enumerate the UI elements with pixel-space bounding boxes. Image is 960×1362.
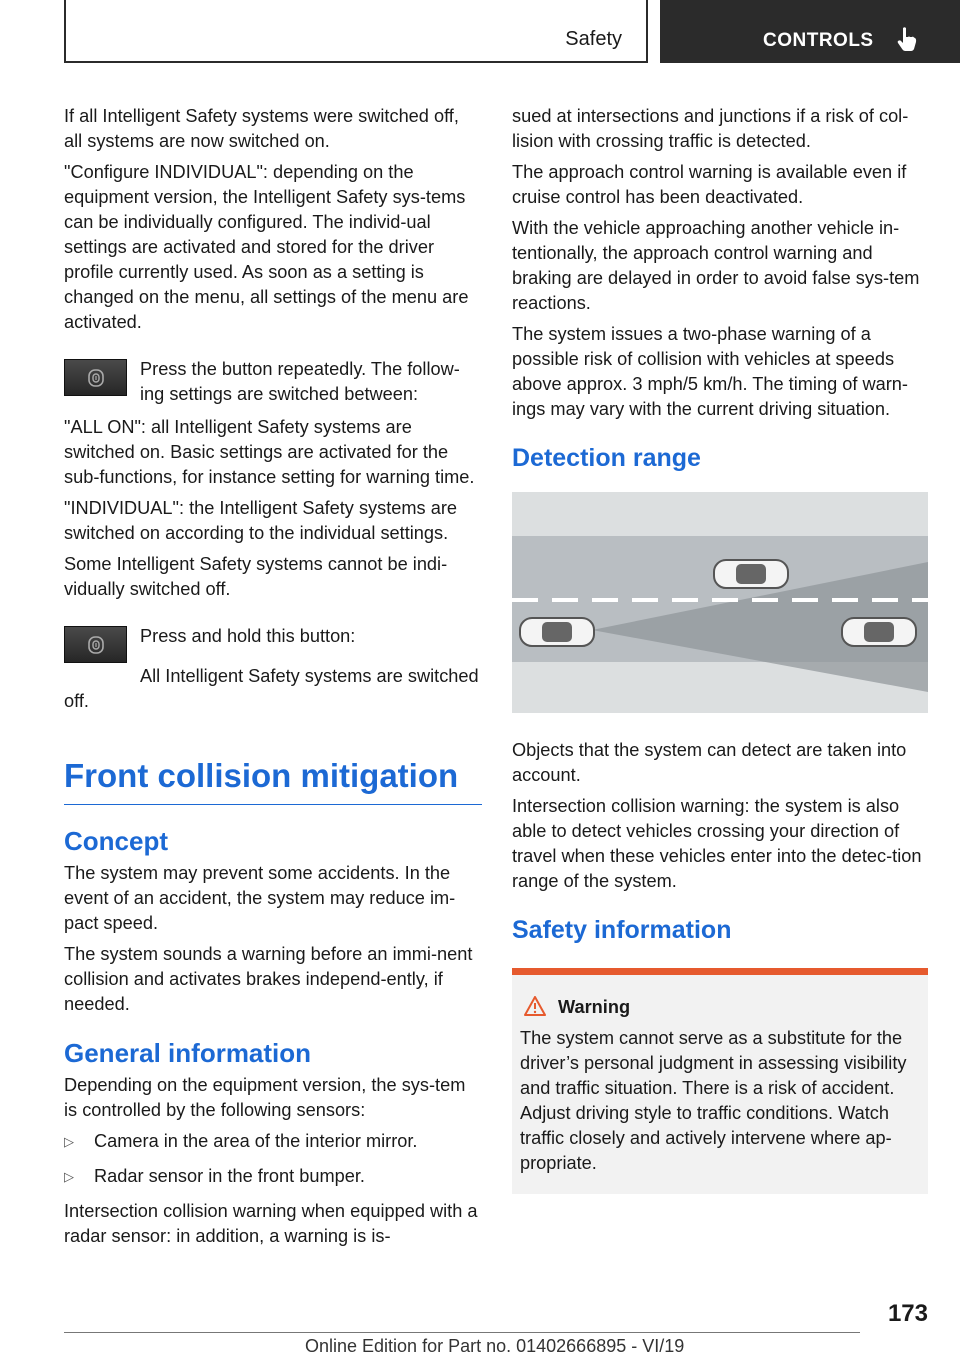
footer-edition: Online Edition for Part no. 01402666895 - VI/19 xyxy=(305,1336,685,1356)
subsection-detection-range: Detection range xyxy=(512,444,701,472)
warning-text: The system cannot serve as a substitute for the driver’s personal judgment in assessing visibility and traffic situation. There is a risk of accident. Adjust driving style to traffic conditions. Watch traffic closely and actively intervene where ap-propriate. xyxy=(520,1028,907,1173)
car-icon xyxy=(842,618,916,646)
header-tab-label: CONTROLS xyxy=(763,30,874,51)
left-column xyxy=(64,104,482,1255)
button-instruction xyxy=(64,357,482,409)
paragraph: Some Intelligent Safety systems cannot be indi-vidually switched off. xyxy=(64,554,448,599)
warning-box xyxy=(512,968,928,1194)
safety-button-image xyxy=(64,626,127,663)
paragraph: The system sounds a warning before an immi-nent collision and activates brakes independ-ently, if needed. xyxy=(64,944,473,1014)
header-tab xyxy=(660,0,960,63)
button-instruction-text: Press the button repeatedly. The follow-ing settings are switched between: xyxy=(140,359,460,404)
paragraph: "ALL ON": all Intelligent Safety systems are switched on. Basic settings are activated for the sub-functions, for instance setting for warning time. xyxy=(64,417,475,487)
triangle-bullet-icon: ▷ xyxy=(64,1169,74,1184)
header-section-title: Safety xyxy=(565,28,622,50)
paragraph: sued at intersections and junctions if a risk of col-lision with crossing traffic is detected. xyxy=(512,106,909,151)
paragraph: Intersection collision warning: the system is also able to detect vehicles crossing your direction of travel when these vehicles enter into the detec-tion range of the system. xyxy=(512,796,922,891)
section-title: Front collision mitigation xyxy=(64,756,482,805)
subsection-safety-information: Safety information xyxy=(512,916,732,944)
button-instruction-text: Press and hold this button: xyxy=(140,626,356,646)
list-item-text: Camera in the area of the interior mirror. xyxy=(94,1131,418,1151)
paragraph: Intersection collision warning when equipped with a radar sensor: in addition, a warning is is- xyxy=(64,1201,478,1246)
list-item xyxy=(64,1129,482,1154)
paragraph: The system may prevent some accidents. In the event of an accident, the system may reduce im-pact speed. xyxy=(64,863,456,933)
page-number: 173 xyxy=(887,1300,928,1327)
warning-triangle-icon xyxy=(524,996,546,1016)
paragraph: If all Intelligent Safety systems were switched off, all systems are now switched on. xyxy=(64,106,459,151)
safety-button-image xyxy=(64,359,127,396)
paragraph: "Configure INDIVIDUAL": depending on the equipment version, the Intelligent Safety sys-tems can be individually configured. The individ-ual settings are activated and stored for the driver profile currently used. As soon as a setting is changed on the menu, all settings of the menu are activated. xyxy=(64,162,469,332)
paragraph: Depending on the equipment version, the sys-tem is controlled by the following sensors: xyxy=(64,1075,466,1120)
hand-pointer-icon xyxy=(896,26,918,52)
header-box xyxy=(64,0,648,63)
paragraph: All Intelligent Safety systems are switched off. xyxy=(64,666,479,711)
car-icon xyxy=(714,560,788,588)
detection-range-illustration xyxy=(512,492,928,713)
paragraph: Objects that the system can detect are taken into account. xyxy=(512,740,907,785)
warning-title: Warning xyxy=(558,997,631,1017)
intelligent-safety-button-icon xyxy=(88,369,104,387)
button-instruction xyxy=(64,624,482,676)
list-item-text: Radar sensor in the front bumper. xyxy=(94,1166,365,1186)
warning-heading xyxy=(558,995,922,1020)
paragraph: With the vehicle approaching another vehicle in-tentionally, the approach control warning and braking are delayed in order to avoid false sys-tem reactions. xyxy=(512,218,920,313)
paragraph: The system issues a two-phase warning of a possible risk of collision with vehicles at speeds above approx. 3 mph/5 km/h. The timing of warn-ings may vary with the current driving situation. xyxy=(512,324,908,419)
subsection-general-information: General information xyxy=(64,1038,312,1068)
subsection-concept: Concept xyxy=(64,826,168,856)
triangle-bullet-icon: ▷ xyxy=(64,1134,74,1149)
car-icon xyxy=(520,618,594,646)
list-item xyxy=(64,1164,482,1189)
paragraph: "INDIVIDUAL": the Intelligent Safety systems are switched on according to the individual settings. xyxy=(64,498,457,543)
paragraph: The approach control warning is available even if cruise control has been deactivated. xyxy=(512,162,907,207)
footer-divider xyxy=(64,1332,860,1333)
intelligent-safety-button-icon xyxy=(88,636,104,654)
right-column xyxy=(512,104,928,1194)
